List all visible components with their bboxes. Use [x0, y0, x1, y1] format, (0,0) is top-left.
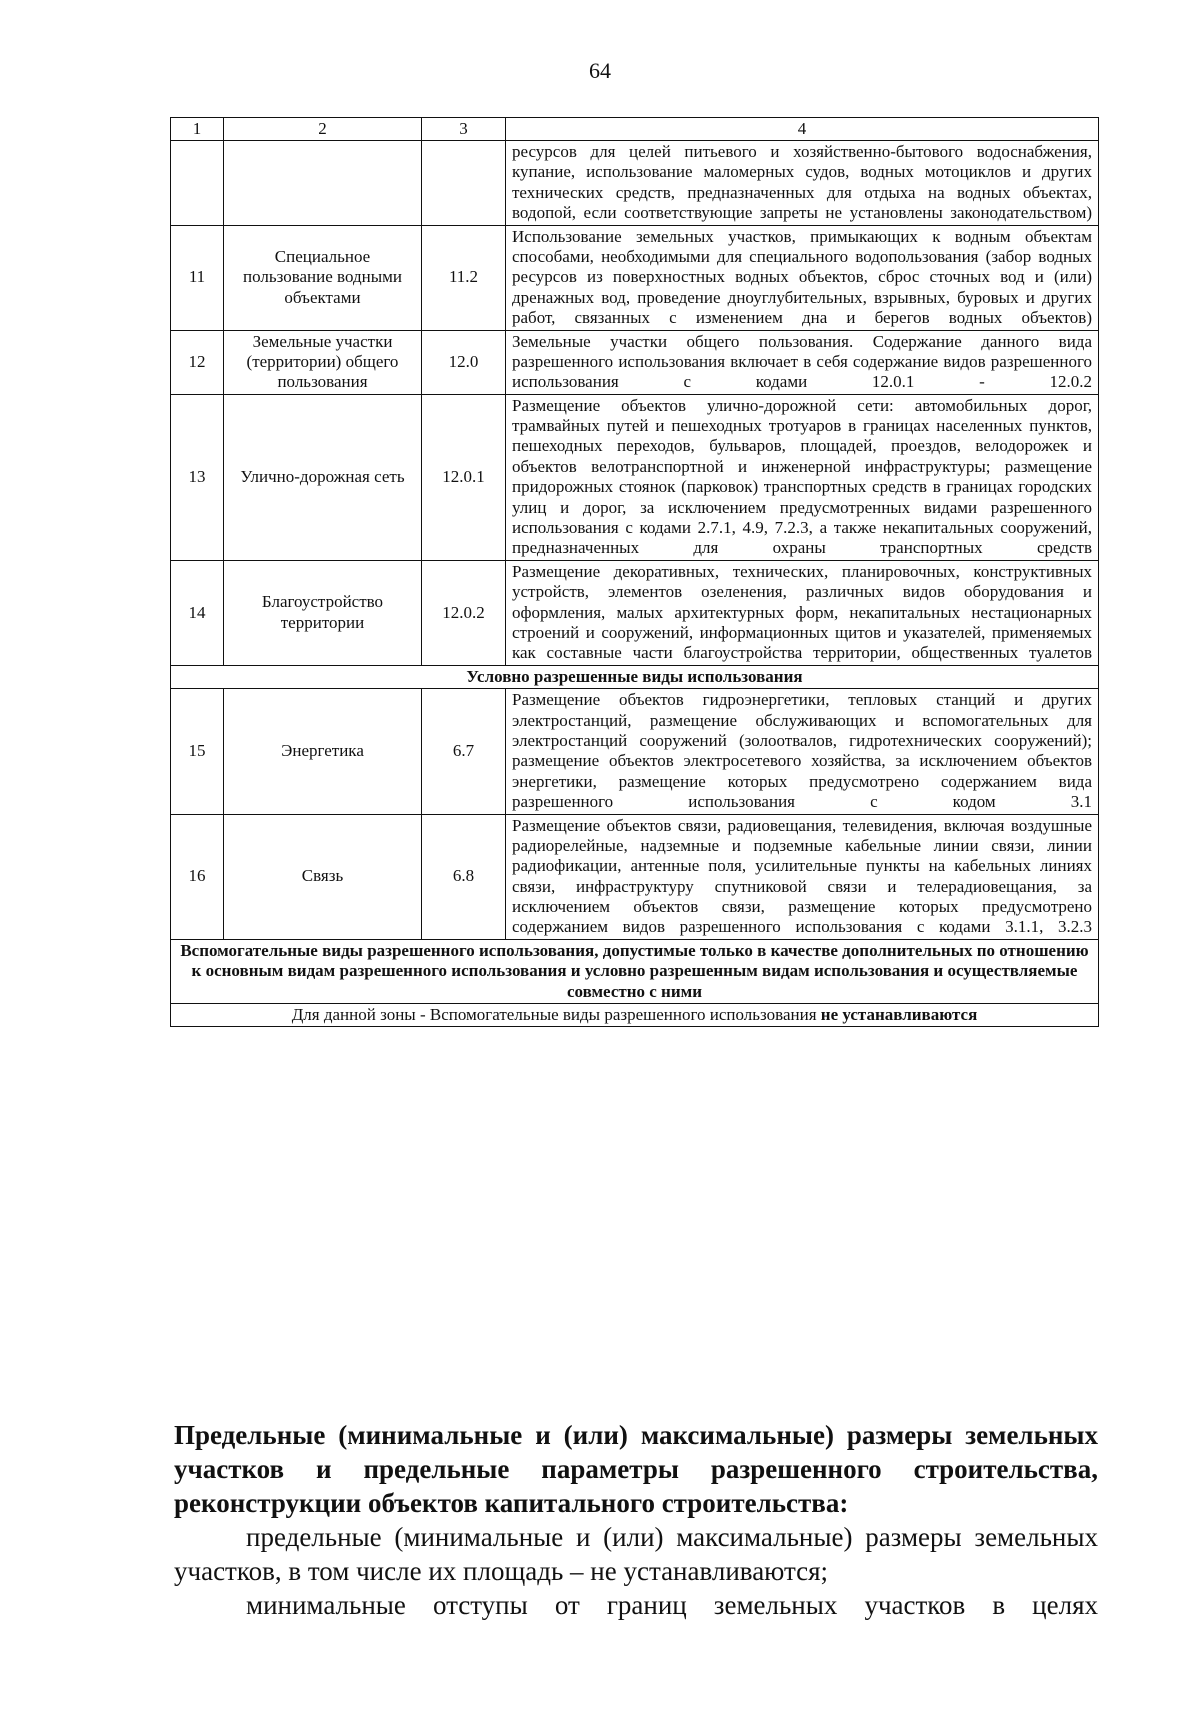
section-row-auxiliary: [171, 939, 1099, 1003]
row-number: 13: [171, 394, 224, 560]
row-name: [224, 141, 422, 226]
section-title-conditional: Условно разрешенные виды использования: [171, 665, 1099, 688]
row-name: Земельные участки (территории) общего пользования: [224, 330, 422, 394]
auxiliary-note-row: [171, 1004, 1099, 1027]
limits-heading: Предельные (минимальные и (или) максимальные) размеры земельных участков и предельные параметры разрешенного строительства, реконструкции объектов капитального строительства:: [174, 1420, 1098, 1518]
row-description: Размещение объектов связи, радиовещания, телевидения, включая воздушные радиорелейные, надземные и подземные кабельные линии связи, линии радиофикации, антенные поля, усилительные пункты на кабельных линиях связи, инфраструктуру спутниковой связи и телерадиовещания, за исключением объектов связи, размещение которых предусмотрено содержанием видов разрешенного использования с кодами 3.1.1, 3.2.3: [506, 814, 1099, 939]
header-cell-3: 3: [422, 118, 506, 141]
table-row: [171, 814, 1099, 939]
land-use-table: [170, 117, 1099, 1027]
row-code: 6.8: [422, 814, 506, 939]
row-code: 12.0.2: [422, 560, 506, 665]
row-description: ресурсов для целей питьевого и хозяйственно-бытового водоснабжения, купание, использование маломерных судов, водных мотоциклов и других технических средств, предназначенных для отдыха на водных объектах, водопой, если соответствующие запреты не установлены законодательством): [506, 141, 1099, 226]
row-number: [171, 141, 224, 226]
table-row: [171, 141, 1099, 226]
row-name: Связь: [224, 814, 422, 939]
header-cell-2: 2: [224, 118, 422, 141]
table-row: [171, 689, 1099, 814]
row-code: [422, 141, 506, 226]
paragraph-setbacks: минимальные отступы от границ земельных участков в целях: [246, 1590, 1098, 1620]
row-code: 12.0: [422, 330, 506, 394]
paragraph-plot-sizes: предельные (минимальные и (или) максимальные) размеры земельных участков, в том числе их площадь – не устанавливаются;: [174, 1522, 1098, 1586]
table-row: [171, 394, 1099, 560]
row-name: Улично-дорожная сеть: [224, 394, 422, 560]
page-number: 64: [589, 58, 611, 83]
row-description: Использование земельных участков, примыкающих к водным объектам способами, необходимыми для специального водопользования (забор водных ресурсов из поверхностных водных объектов, сброс сточных вод и (или) дренажных вод, проведение дноуглубительных, взрывных, буровых и других работ, связанных с изменением дна и берегов водных объектов): [506, 225, 1099, 330]
row-number: 16: [171, 814, 224, 939]
auxiliary-note-emphasis: не устанавливаются: [820, 1005, 978, 1025]
row-code: 12.0.1: [422, 394, 506, 560]
header-cell-4: 4: [506, 118, 1099, 141]
row-number: 12: [171, 330, 224, 394]
table-header-row: [171, 118, 1099, 141]
table-row: [171, 560, 1099, 665]
row-description: Размещение декоративных, технических, планировочных, конструктивных устройств, элементов озеленения, различных видов оборудования и оформления, малых архитектурных форм, некапитальных нестационарных строений и сооружений, информационных щитов и указателей, применяемых как составные части благоустройства территории, общественных туалетов: [506, 560, 1099, 665]
row-description: Размещение объектов гидроэнергетики, тепловых станций и других электростанций, размещение обслуживающих и вспомогательных для электростанций сооружений (золоотвалов, гидротехнических сооружений); размещение объектов электросетевого хозяйства, за исключением объектов энергетики, размещение которых предусмотрено содержанием вида разрешенного использования с кодом 3.1: [506, 689, 1099, 814]
section-title-auxiliary: Вспомогательные виды разрешенного использования, допустимые только в качестве дополнительных по отношению к основным видам разрешенного использования и условно разрешенным видам использования и осуществляемые совместно с ними: [171, 939, 1099, 1003]
header-cell-1: 1: [171, 118, 224, 141]
row-name: Энергетика: [224, 689, 422, 814]
row-number: 11: [171, 225, 224, 330]
auxiliary-note-text: Для данной зоны - Вспомогательные виды разрешенного использования: [291, 1005, 821, 1025]
row-description: Земельные участки общего пользования. Содержание данного вида разрешенного использования включает в себя содержание видов разрешенного использования с кодами 12.0.1 - 12.0.2: [506, 330, 1099, 394]
row-name: Специальное пользование водными объектами: [224, 225, 422, 330]
auxiliary-note: [171, 1004, 1099, 1027]
section-row-conditional: [171, 665, 1099, 688]
row-number: 15: [171, 689, 224, 814]
row-name: Благоустройство территории: [224, 560, 422, 665]
row-number: 14: [171, 560, 224, 665]
table-row: [171, 330, 1099, 394]
row-description: Размещение объектов улично-дорожной сети: автомобильных дорог, трамвайных путей и пешеходных тротуаров в границах населенных пунктов, пешеходных переходов, бульваров, площадей, проездов, велодорожек и объектов велотранспортной и инженерной инфраструктуры; размещение придорожных стоянок (парковок) транспортных средств в границах городских улиц и дорог, за исключением предусмотренных видами разрешенного использования с кодами 2.7.1, 4.9, 7.2.3, а также некапитальных сооружений, предназначенных для охраны транспортных средств: [506, 394, 1099, 560]
row-code: 11.2: [422, 225, 506, 330]
row-code: 6.7: [422, 689, 506, 814]
table-row: [171, 225, 1099, 330]
